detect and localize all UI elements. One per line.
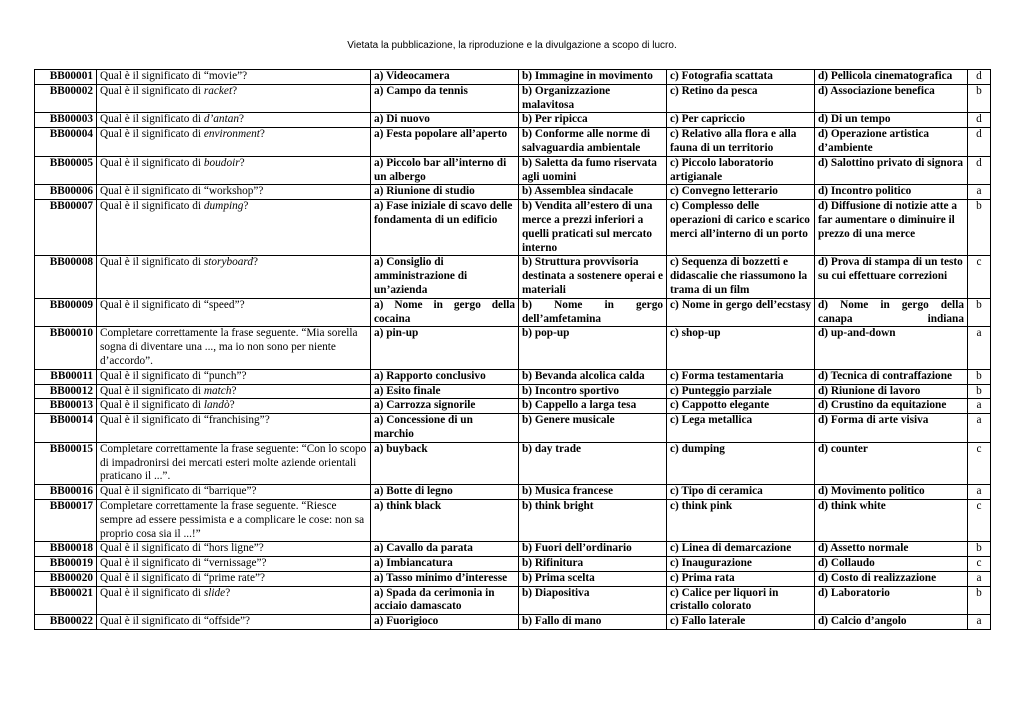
question-text: Qual è il significato di environment? [97,128,371,157]
table-row [35,414,991,443]
table-row [35,586,991,615]
table-row [35,442,991,484]
table-row [35,256,991,298]
option-b: b) Incontro sportivo [519,384,667,399]
correct-answer: c [968,442,991,484]
option-d: d) Assetto normale [815,542,968,557]
table-row [35,200,991,256]
question-code: BB00017 [35,499,97,541]
correct-answer: c [968,499,991,541]
option-b: b) Assemblea sindacale [519,185,667,200]
question-text: Qual è il significato di “vernissage”? [97,557,371,572]
option-a: a) Botte di legno [371,485,519,500]
question-code: BB00013 [35,399,97,414]
option-b: b) Rifinitura [519,557,667,572]
question-text: Qual è il significato di “hors ligne”? [97,542,371,557]
option-b: b) Vendita all’estero di una merce a prezzi inferiori a quelli praticati sul mercato interno [519,200,667,256]
question-text: Completare correttamente la frase seguente. “Riesce sempre ad essere pessimista e a complicare le cose: non sa proprio cosa sia il ...!” [97,499,371,541]
correct-answer: b [968,542,991,557]
table-row [35,113,991,128]
question-text: Qual è il significato di dumping? [97,200,371,256]
option-c: c) Lega metallica [667,414,815,443]
question-code: BB00011 [35,369,97,384]
option-d: d) Forma di arte visiva [815,414,968,443]
option-a: a) Videocamera [371,70,519,85]
correct-answer: d [968,113,991,128]
option-d: d) Collaudo [815,557,968,572]
option-b: b) Per ripicca [519,113,667,128]
option-d: d) Operazione artistica d’ambiente [815,128,968,157]
question-text: Qual è il significato di “prime rate”? [97,571,371,586]
table-row [35,557,991,572]
correct-answer: b [968,298,991,327]
table-row [35,485,991,500]
option-d: d) Costo di realizzazione [815,571,968,586]
option-d: d) Movimento politico [815,485,968,500]
correct-answer: b [968,369,991,384]
option-c: c) Convegno letterario [667,185,815,200]
question-text: Qual è il significato di “barrique”? [97,485,371,500]
option-d: d) Incontro politico [815,185,968,200]
option-a: a) Di nuovo [371,113,519,128]
question-code: BB00020 [35,571,97,586]
correct-answer: d [968,156,991,185]
question-code: BB00021 [35,586,97,615]
option-c: c) Nome in gergo dell’ecstasy [667,298,815,327]
option-a: a) Rapporto conclusivo [371,369,519,384]
option-c: c) Tipo di ceramica [667,485,815,500]
option-c: c) dumping [667,442,815,484]
correct-answer: c [968,557,991,572]
question-code: BB00018 [35,542,97,557]
option-a: a) Festa popolare all’aperto [371,128,519,157]
correct-answer: a [968,485,991,500]
quiz-table-body [35,70,991,630]
option-b: b) Prima scelta [519,571,667,586]
option-a: a) Cavallo da parata [371,542,519,557]
option-a: a) Concessione di un marchio [371,414,519,443]
option-a: a) buyback [371,442,519,484]
table-row [35,499,991,541]
option-c: c) Per capriccio [667,113,815,128]
question-text: Qual è il significato di “workshop”? [97,185,371,200]
option-b: b) Nome in gergo dell’amfetamina [519,298,667,327]
option-a: a) Riunione di studio [371,185,519,200]
option-d: d) Pellicola cinematografica [815,70,968,85]
table-row [35,615,991,630]
table-row [35,399,991,414]
option-b: b) Diapositiva [519,586,667,615]
option-c: c) Prima rata [667,571,815,586]
option-d: d) Diffusione di notizie atte a far aumentare o diminuire il prezzo di una merce [815,200,968,256]
option-b: b) day trade [519,442,667,484]
question-code: BB00004 [35,128,97,157]
option-d: d) Riunione di lavoro [815,384,968,399]
option-d: d) up-and-down [815,327,968,369]
question-text: Completare correttamente la frase seguente: “Con lo scopo di impadronirsi dei mercati esteri molte aziende orientali praticano il ...”. [97,442,371,484]
question-text: Qual è il significato di “punch”? [97,369,371,384]
question-code: BB00002 [35,84,97,113]
option-c: c) Fotografia scattata [667,70,815,85]
correct-answer: c [968,256,991,298]
option-a: a) pin-up [371,327,519,369]
table-row [35,84,991,113]
option-a: a) Fase iniziale di scavo delle fondamenta di un edificio [371,200,519,256]
question-code: BB00015 [35,442,97,484]
question-code: BB00008 [35,256,97,298]
correct-answer: b [968,84,991,113]
option-c: c) Cappotto elegante [667,399,815,414]
correct-answer: a [968,571,991,586]
option-b: b) pop-up [519,327,667,369]
option-c: c) Relativo alla flora e alla fauna di un territorio [667,128,815,157]
correct-answer: a [968,327,991,369]
question-code: BB00003 [35,113,97,128]
option-d: d) Prova di stampa di un testo su cui effettuare correzioni [815,256,968,298]
question-text: Completare correttamente la frase seguente. “Mia sorella sogna di diventare una ..., ma io non sono per niente d’accordo”. [97,327,371,369]
correct-answer: d [968,70,991,85]
question-text: Qual è il significato di “movie”? [97,70,371,85]
option-b: b) Fallo di mano [519,615,667,630]
question-text: Qual è il significato di “offside”? [97,615,371,630]
correct-answer: b [968,200,991,256]
option-d: d) Nome in gergo della canapa indiana [815,298,968,327]
question-text: Qual è il significato di match? [97,384,371,399]
option-b: b) Organizzazione malavitosa [519,84,667,113]
question-text: Qual è il significato di landò? [97,399,371,414]
question-code: BB00010 [35,327,97,369]
correct-answer: b [968,384,991,399]
option-a: a) Esito finale [371,384,519,399]
question-text: Qual è il significato di boudoir? [97,156,371,185]
correct-answer: b [968,586,991,615]
question-text: Qual è il significato di slide? [97,586,371,615]
option-c: c) Linea di demarcazione [667,542,815,557]
option-a: a) Piccolo bar all’interno di un albergo [371,156,519,185]
question-code: BB00001 [35,70,97,85]
option-d: d) Laboratorio [815,586,968,615]
option-a: a) Carrozza signorile [371,399,519,414]
option-b: b) think bright [519,499,667,541]
question-code: BB00022 [35,615,97,630]
option-a: a) Consiglio di amministrazione di un’azienda [371,256,519,298]
question-text: Qual è il significato di “franchising”? [97,414,371,443]
correct-answer: d [968,128,991,157]
option-c: c) shop-up [667,327,815,369]
question-code: BB00016 [35,485,97,500]
question-text: Qual è il significato di d’antan? [97,113,371,128]
question-code: BB00005 [35,156,97,185]
option-d: d) Salottino privato di signora [815,156,968,185]
quiz-table [34,69,991,630]
option-a: a) Tasso minimo d’interesse [371,571,519,586]
option-b: b) Saletta da fumo riservata agli uomini [519,156,667,185]
option-a: a) Imbiancatura [371,557,519,572]
option-d: d) Di un tempo [815,113,968,128]
page-header-notice: Vietata la pubblicazione, la riproduzione e la divulgazione a scopo di lucro. [347,40,677,51]
table-row [35,571,991,586]
option-b: b) Conforme alle norme di salvaguardia ambientale [519,128,667,157]
question-code: BB00007 [35,200,97,256]
question-code: BB00012 [35,384,97,399]
option-a: a) Fuorigioco [371,615,519,630]
question-code: BB00019 [35,557,97,572]
question-code: BB00009 [35,298,97,327]
question-text: Qual è il significato di storyboard? [97,256,371,298]
correct-answer: a [968,185,991,200]
option-a: a) Spada da cerimonia in acciaio damascato [371,586,519,615]
option-c: c) think pink [667,499,815,541]
option-d: d) Associazione benefica [815,84,968,113]
question-text: Qual è il significato di “speed”? [97,298,371,327]
table-row [35,298,991,327]
option-c: c) Sequenza di bozzetti e didascalie che riassumono la trama di un film [667,256,815,298]
correct-answer: a [968,615,991,630]
table-row [35,185,991,200]
table-row [35,542,991,557]
option-c: c) Inaugurazione [667,557,815,572]
question-text: Qual è il significato di racket? [97,84,371,113]
question-code: BB00006 [35,185,97,200]
option-b: b) Genere musicale [519,414,667,443]
option-a: a) Nome in gergo della cocaina [371,298,519,327]
option-c: c) Forma testamentaria [667,369,815,384]
option-d: d) counter [815,442,968,484]
option-c: c) Calice per liquori in cristallo colorato [667,586,815,615]
option-d: d) Calcio d’angolo [815,615,968,630]
option-a: a) think black [371,499,519,541]
option-d: d) Crustino da equitazione [815,399,968,414]
correct-answer: a [968,414,991,443]
option-d: d) think white [815,499,968,541]
table-row [35,327,991,369]
table-row [35,70,991,85]
question-code: BB00014 [35,414,97,443]
option-c: c) Complesso delle operazioni di carico e scarico merci all’interno di un porto [667,200,815,256]
option-b: b) Bevanda alcolica calda [519,369,667,384]
correct-answer: a [968,399,991,414]
option-b: b) Struttura provvisoria destinata a sostenere operai e materiali [519,256,667,298]
table-row [35,128,991,157]
table-row [35,369,991,384]
table-row [35,156,991,185]
option-b: b) Immagine in movimento [519,70,667,85]
option-b: b) Musica francese [519,485,667,500]
option-b: b) Cappello a larga tesa [519,399,667,414]
option-b: b) Fuori dell’ordinario [519,542,667,557]
option-a: a) Campo da tennis [371,84,519,113]
table-row [35,384,991,399]
option-c: c) Retino da pesca [667,84,815,113]
option-c: c) Piccolo laboratorio artigianale [667,156,815,185]
option-d: d) Tecnica di contraffazione [815,369,968,384]
option-c: c) Fallo laterale [667,615,815,630]
option-c: c) Punteggio parziale [667,384,815,399]
